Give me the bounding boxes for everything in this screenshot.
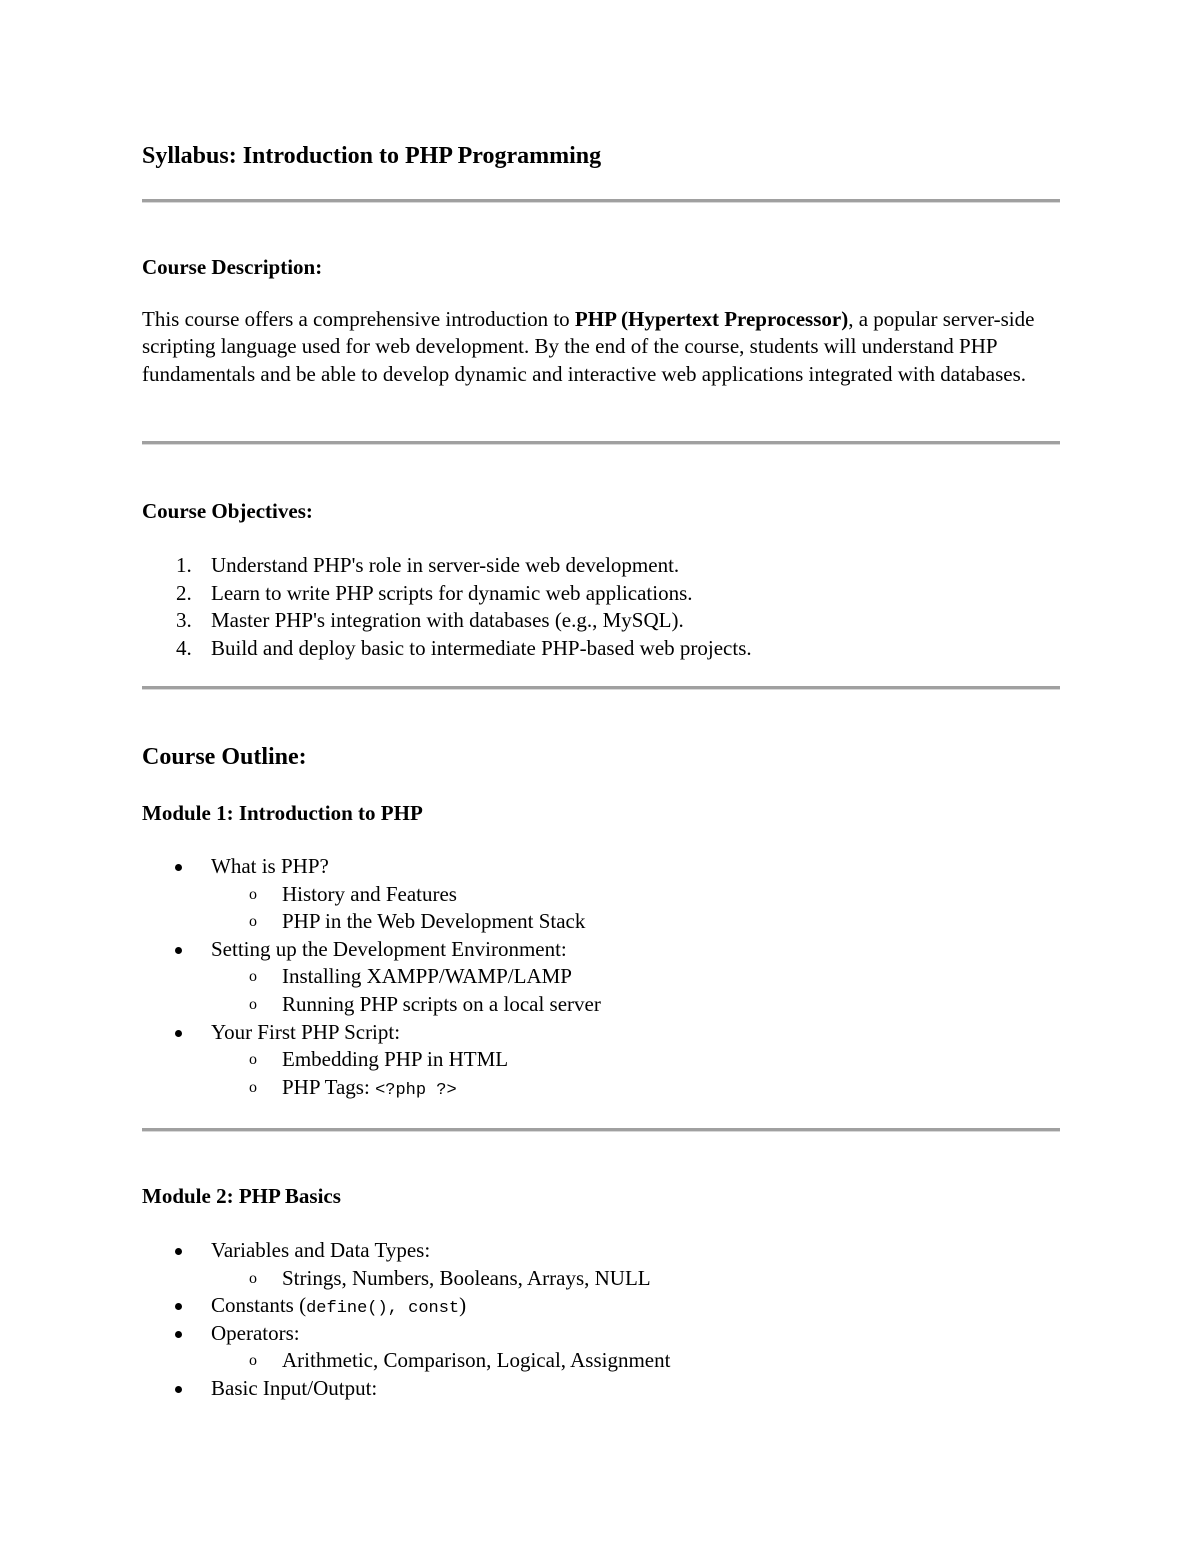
php-tags-label: PHP Tags: bbox=[282, 1074, 376, 1099]
objectives-heading: Course Objectives: bbox=[142, 499, 313, 523]
module1-heading: Module 1: Introduction to PHP bbox=[142, 801, 423, 825]
divider bbox=[142, 1128, 1060, 1132]
item-text: Installing XAMPP/WAMP/LAMP bbox=[282, 964, 572, 989]
item-text: Strings, Numbers, Booleans, Arrays, NULL bbox=[282, 1265, 651, 1290]
item-text: Your First PHP Script: bbox=[211, 1019, 401, 1044]
item-text: Operators: bbox=[211, 1320, 300, 1345]
sub-bullet-icon: o bbox=[249, 1352, 257, 1370]
const-code: const bbox=[408, 1299, 460, 1319]
define-code: define() bbox=[306, 1299, 388, 1319]
code-separator: , bbox=[387, 1299, 409, 1319]
item-number: 1. bbox=[176, 553, 192, 577]
outline-heading: Course Outline: bbox=[142, 744, 307, 770]
item-text: Variables and Data Types: bbox=[211, 1238, 431, 1262]
item-text: Master PHP's integration with databases (e.g., MySQL). bbox=[211, 608, 684, 633]
item-text: Build and deploy basic to intermediate PHP-based web projects. bbox=[211, 635, 752, 660]
item-text: Understand PHP's role in server-side web development. bbox=[211, 553, 680, 577]
description-text-after: , a popular server-side scripting language used for web development. By the end of the course, students will understand PHP fundamentals and be able to develop dynamic and interactive web applications integrated with databases. bbox=[142, 307, 1035, 386]
divider bbox=[142, 686, 1060, 690]
sub-bullet-icon: o bbox=[249, 968, 257, 986]
sub-bullet-icon: o bbox=[249, 1078, 257, 1096]
bullet-icon bbox=[175, 864, 182, 871]
bullet-icon bbox=[175, 1331, 182, 1338]
module2-heading: Module 2: PHP Basics bbox=[142, 1184, 341, 1208]
item-number: 4. bbox=[176, 635, 192, 660]
description-heading: Course Description: bbox=[142, 255, 323, 279]
item-text: Arithmetic, Comparison, Logical, Assignment bbox=[282, 1348, 671, 1373]
constants-close: ) bbox=[459, 1293, 467, 1318]
item-text: History and Features bbox=[282, 881, 457, 906]
item-text: Basic Input/Output: bbox=[211, 1375, 378, 1400]
sub-bullet-icon: o bbox=[249, 1269, 257, 1287]
bullet-icon bbox=[175, 1030, 182, 1037]
description-paragraph bbox=[142, 306, 1060, 388]
item-number: 3. bbox=[176, 608, 192, 633]
sub-bullet-icon: o bbox=[249, 913, 257, 931]
item-text: PHP in the Web Development Stack bbox=[282, 909, 586, 934]
item-text bbox=[211, 1292, 466, 1323]
bullet-icon bbox=[175, 1303, 182, 1310]
divider bbox=[142, 199, 1060, 203]
sub-bullet-icon: o bbox=[249, 885, 257, 903]
bullet-icon bbox=[175, 947, 182, 954]
constants-text: Constants ( bbox=[211, 1293, 307, 1318]
bullet-icon bbox=[175, 1248, 182, 1255]
bullet-icon bbox=[175, 1386, 182, 1393]
description-text-before: This course offers a comprehensive introduction to bbox=[142, 307, 575, 331]
php-tags-code: <?php ?> bbox=[375, 1080, 457, 1100]
item-text: Embedding PHP in HTML bbox=[282, 1047, 509, 1072]
item-text: Learn to write PHP scripts for dynamic web applications. bbox=[211, 580, 693, 605]
item-text: Setting up the Development Environment: bbox=[211, 936, 567, 961]
item-text: Running PHP scripts on a local server bbox=[282, 991, 601, 1016]
sub-bullet-icon: o bbox=[249, 1051, 257, 1069]
item-number: 2. bbox=[176, 580, 192, 605]
sub-bullet-icon: o bbox=[249, 995, 257, 1013]
item-text bbox=[282, 1074, 457, 1105]
description-bold: PHP (Hypertext Preprocessor) bbox=[574, 307, 849, 331]
divider bbox=[142, 441, 1060, 445]
item-text: What is PHP? bbox=[211, 854, 329, 878]
page-title: Syllabus: Introduction to PHP Programming bbox=[142, 143, 602, 169]
